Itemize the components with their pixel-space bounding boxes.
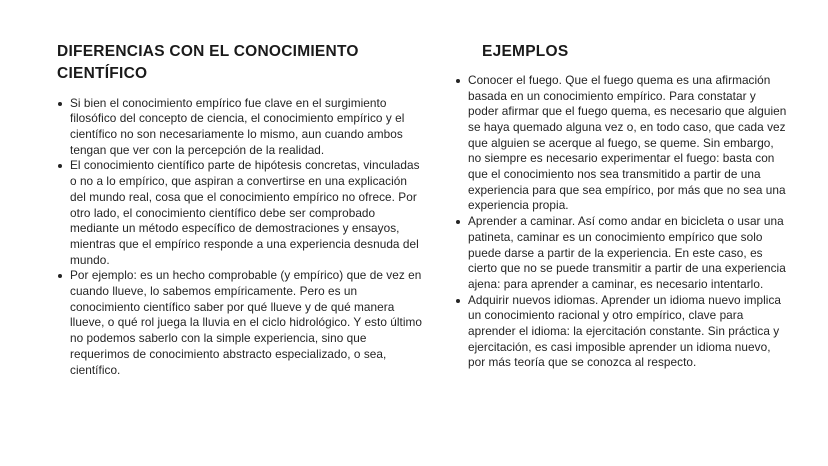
left-column [57, 41, 425, 378]
bullet-marker [58, 164, 62, 168]
bullet-marker [58, 274, 62, 278]
list-item [455, 293, 789, 372]
list-item [455, 73, 789, 214]
bullet-marker [456, 299, 460, 303]
bullet-text: El conocimiento científico parte de hipótesis concretas, vinculadas o no a lo empírico, que aspiran a convertirse en una explicación del mundo real, cosa que el conocimiento empírico no ofrece. Por otro lado, el conocimiento científico debe ser comprobado mediante un método específico de demostraciones y ensayos, mientras que el empírico responde a una experiencia desnuda del mundo. [70, 158, 420, 267]
bullet-text: Aprender a caminar. Así como andar en bicicleta o usar una patineta, caminar es un conocimiento empírico que solo puede darse a partir de la experiencia. En este caso, es cierto que no se puede transmitir a partir de una experiencia ajena: para aprender a caminar, es necesario intentarlo. [468, 214, 786, 291]
bullet-text: Por ejemplo: es un hecho comprobable (y empírico) que de vez en cuando llueve, lo sabemos empíricamente. Pero es un conocimiento científico saber por qué llueve y de qué manera llueve, o qué rol juega la lluvia en el ciclo hidrológico. Y esto último no podemos saberlo con la simple experiencia, sino que requerimos de conocimiento abstracto especializado, o sea, científico. [70, 268, 423, 377]
bullet-text: Adquirir nuevos idiomas. Aprender un idioma nuevo implica un conocimiento racional y otro empírico, clave para aprender el idioma: la ejercitación constante. Sin práctica y ejercitación, es casi imposible aprender un idioma nuevo, por más teoría que se conozca al respecto. [468, 292, 782, 370]
list-item [57, 268, 425, 378]
bullet-text: Conocer el fuego. Que el fuego quema es una afirmación basada en un conocimiento empírico. Para constatar y poder afirmar que el fuego quema, es necesario que alguien se haya quemado alguna vez o, en todo caso, que cada vez que alguien se acerque al fuego, se queme. Sin embargo, no siempre es necesario experimentar el fuego: basta con que el conocimiento nos sea transmitido a partir de una experiencia para que sea empírico, por más que no sea una experiencia propia. [468, 72, 787, 213]
list-item [57, 158, 425, 268]
bullet-marker [456, 79, 460, 83]
list-item [455, 214, 789, 293]
bullet-text: Si bien el conocimiento empírico fue clave en el surgimiento filosófico del concepto de ciencia, el conocimiento empírico y el científico no son necesariamente lo mismo, aun cuando ambos tengan que ver con la percepción de la realidad. [70, 95, 405, 157]
left-column-heading: DIFERENCIAS CON EL CONOCIMIENTO CIENTÍFICO [57, 43, 359, 82]
left-bullet-list [57, 96, 425, 379]
right-column [455, 41, 789, 371]
list-item [57, 96, 425, 159]
bullet-marker [58, 102, 62, 106]
right-column-heading: EJEMPLOS [482, 43, 569, 60]
right-bullet-list [455, 73, 789, 371]
bullet-marker [456, 220, 460, 224]
